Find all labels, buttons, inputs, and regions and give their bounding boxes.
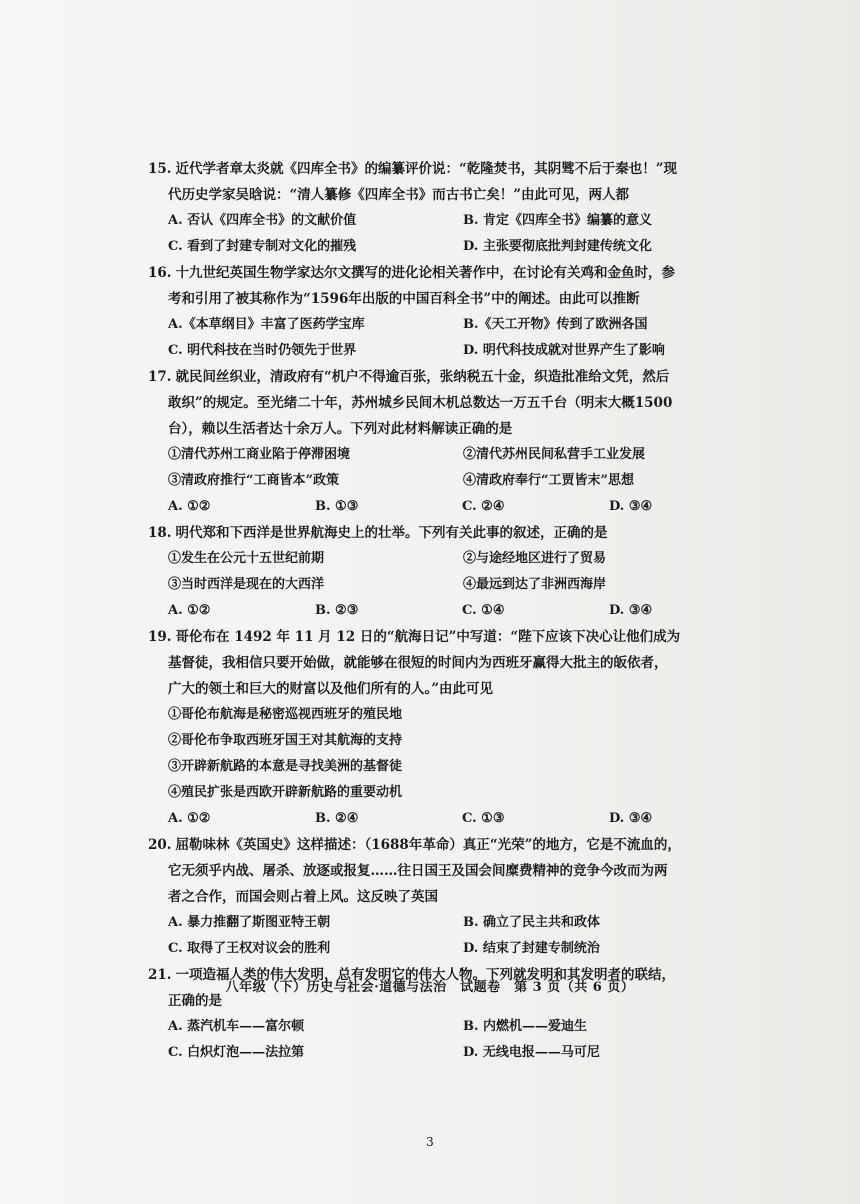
stem-line — [148, 832, 708, 858]
answer-choice-list — [148, 494, 708, 520]
stem-text: 近代学者章太炎就《四库全书》的编纂评价说：“乾隆焚书，其阴骘不后于秦也！”现 — [175, 161, 678, 177]
answer-choice-list — [148, 598, 708, 624]
stem-line — [148, 520, 708, 546]
option-item: ③清政府推行“工商皆本”政策 — [168, 473, 339, 488]
question-20 — [148, 832, 708, 962]
question-stem — [148, 832, 708, 910]
answer-choice: D. ③④ — [609, 603, 653, 618]
answer-choice: A. ①② — [168, 603, 211, 618]
answer-choice: A. ①② — [168, 811, 211, 826]
answer-choice: C. ②④ — [462, 499, 505, 514]
question-16 — [148, 260, 708, 364]
stem-line — [148, 390, 708, 416]
option-item: A. 否认《四库全书》的文献价值 — [168, 213, 357, 228]
option-item: D. 明代科技成就对世界产生了影响 — [463, 343, 665, 358]
option-item: C. 白炽灯泡——法拉第 — [168, 1045, 305, 1060]
stem-line — [148, 286, 708, 312]
option-item: ②与途经地区进行了贸易 — [463, 551, 607, 566]
option-item: C. 看到了封建专制对文化的摧残 — [168, 239, 357, 254]
option-list — [148, 1014, 708, 1066]
stem-text: 屈勒味林《英国史》这样描述：（1688年革命）真正“光荣”的地方，它是不流血的， — [175, 837, 681, 853]
question-stem — [148, 624, 708, 702]
stem-text: 敢织”的规定。至光绪二十年，苏州城乡民间木机总数达一万五千台（明末大概1500 — [168, 395, 673, 411]
option-item: A. 蒸汽机车——富尔顿 — [168, 1019, 305, 1034]
option-list — [148, 910, 708, 962]
stem-text: 基督徒，我相信只要开始做，就能够在很短的时间内为西班牙赢得大批主的皈依者， — [168, 655, 668, 671]
question-17 — [148, 364, 708, 520]
option-item: ③开辟新航路的本意是寻找美洲的基督徒 — [168, 759, 403, 774]
stem-line — [148, 182, 708, 208]
answer-choice: C. ①③ — [462, 811, 505, 826]
option-list — [148, 702, 708, 806]
option-item: B. 肯定《四库全书》编纂的意义 — [463, 213, 653, 228]
stem-text: 者之合作，而国会则占着上风。这反映了英国 — [168, 889, 438, 905]
option-list — [148, 208, 708, 260]
stem-line — [148, 676, 708, 702]
stem-text: 明代郑和下西洋是世界航海史上的壮举。下列有关此事的叙述，正确的是 — [175, 525, 608, 541]
option-item: A.《本草纲目》丰富了医药学宝库 — [168, 317, 365, 332]
option-item: ④最远到达了非洲西海岸 — [463, 577, 607, 592]
stem-line — [148, 858, 708, 884]
option-item: ①哥伦布航海是秘密巡视西班牙的殖民地 — [168, 707, 403, 722]
stem-line — [148, 156, 708, 182]
option-item: B. 确立了民主共和政体 — [463, 915, 601, 930]
answer-choice: B. ②④ — [315, 811, 359, 826]
question-list — [148, 156, 708, 1066]
option-item: C. 取得了王权对议会的胜利 — [168, 941, 331, 956]
option-item: ③当时西洋是现在的大西洋 — [168, 577, 325, 592]
answer-choice-list — [148, 806, 708, 832]
option-item: ①清代苏州工商业陷于停滞困境 — [168, 447, 351, 462]
option-list — [148, 546, 708, 598]
stem-line — [148, 364, 708, 390]
stem-text: 广大的领土和巨大的财富以及他们所有的人。”由此可见 — [168, 681, 494, 697]
stem-text: 考和引用了被其称作为“1596年出版的中国百科全书”中的阐述。由此可以推断 — [168, 291, 640, 307]
stem-line — [148, 650, 708, 676]
option-item: A. 暴力推翻了斯图亚特王朝 — [168, 915, 331, 930]
option-item: ①发生在公元十五世纪前期 — [168, 551, 325, 566]
option-item: ④殖民扩张是西欧开辟新航路的重要动机 — [168, 785, 403, 800]
question-19 — [148, 624, 708, 832]
stem-text: 正确的是 — [168, 993, 222, 1009]
option-item: ④清政府奉行“工贾皆末”思想 — [463, 473, 634, 488]
question-stem — [148, 364, 708, 442]
option-item: D. 无线电报——马可尼 — [463, 1045, 600, 1060]
question-number: 16. — [148, 265, 172, 281]
answer-choice: D. ③④ — [609, 499, 653, 514]
page-number: 3 — [426, 1135, 434, 1149]
stem-text: 台），赖以生活者达十余万人。下列对此材料解读正确的是 — [168, 421, 513, 437]
option-item: ②哥伦布争取西班牙国王对其航海的支持 — [168, 733, 403, 748]
question-number: 15. — [148, 161, 172, 177]
question-18 — [148, 520, 708, 624]
stem-text: 代历史学家吴晗说：“清人纂修《四库全书》而古书亡矣！”由此可见，两人都 — [168, 187, 630, 203]
stem-line — [148, 416, 708, 442]
question-number: 20. — [148, 837, 172, 853]
stem-line — [148, 260, 708, 286]
option-item: D. 结束了封建专制统治 — [463, 941, 600, 956]
question-stem — [148, 156, 708, 208]
stem-text: 一项造福人类的伟大发明，总有发明它的伟大人物。下列就发明和其发明者的联结， — [175, 967, 675, 983]
option-item: ②清代苏州民间私营手工业发展 — [463, 447, 646, 462]
stem-line — [148, 624, 708, 650]
option-item: B.《天工开物》传到了欧洲各国 — [463, 317, 648, 332]
answer-choice: B. ①③ — [315, 499, 359, 514]
answer-choice: C. ①④ — [462, 603, 505, 618]
stem-text: 哥伦布在 1492 年 11 月 12 日的“航海日记”中写道：“陛下应该下决心让他们成为 — [175, 629, 681, 645]
question-number: 17. — [148, 369, 172, 385]
option-list — [148, 312, 708, 364]
question-number: 18. — [148, 525, 172, 541]
answer-choice: B. ②③ — [315, 603, 359, 618]
stem-text: 十九世纪英国生物学家达尔文撰写的进化论相关著作中，在讨论有关鸡和金鱼时，参 — [175, 265, 675, 281]
page-footer: 八年级（下）历史与社会·道德与法治 试题卷 第 3 页（共 6 页） — [225, 980, 635, 995]
answer-choice: A. ①② — [168, 499, 211, 514]
option-list — [148, 442, 708, 494]
option-item: D. 主张要彻底批判封建传统文化 — [463, 239, 652, 254]
question-number: 19. — [148, 629, 172, 645]
question-stem — [148, 520, 708, 546]
option-item: C. 明代科技在当时仍领先于世界 — [168, 343, 357, 358]
stem-text: 它无须乎内战、屠杀、放逐或报复……往日国王及国会间糜费精神的竞争今改而为两 — [168, 863, 668, 879]
answer-choice: D. ③④ — [609, 811, 653, 826]
question-15 — [148, 156, 708, 260]
option-item: B. 内燃机——爱迪生 — [463, 1019, 588, 1034]
question-stem — [148, 260, 708, 312]
question-number: 21. — [148, 967, 172, 983]
stem-line — [148, 884, 708, 910]
stem-text: 就民间丝织业，清政府有“机户不得逾百张，张纳税五十金，织造批准给文凭，然后 — [175, 369, 670, 385]
